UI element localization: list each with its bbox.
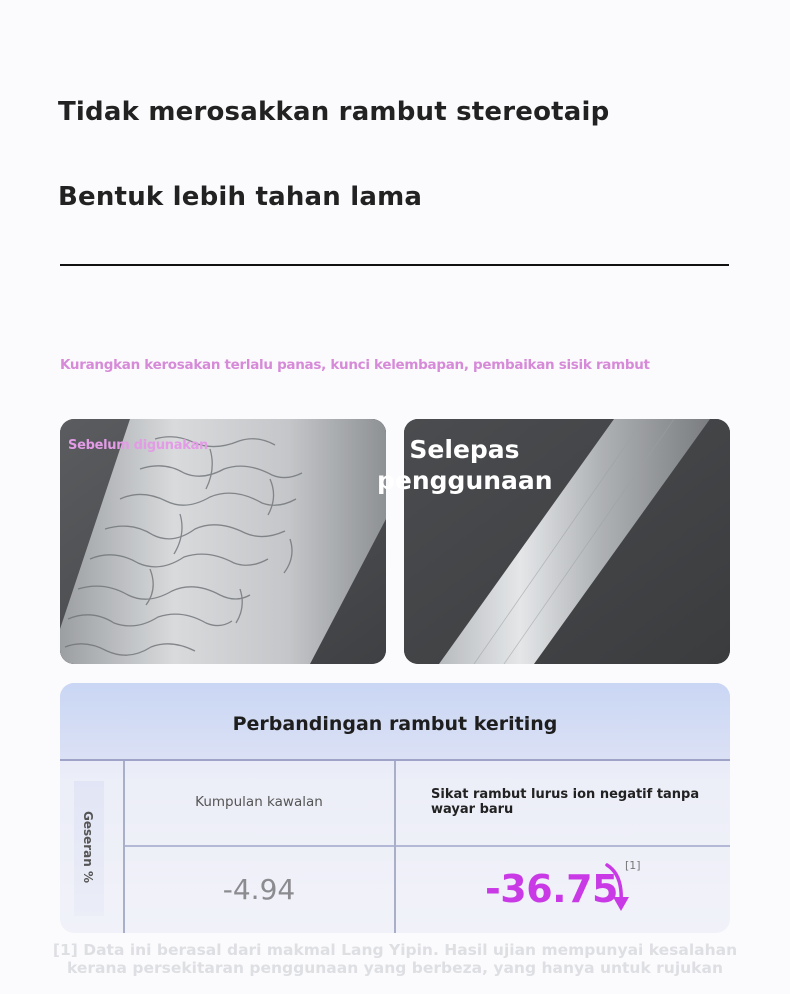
- control-group-header: Kumpulan kawalan: [195, 794, 323, 810]
- footnote-line2: kerana persekitaran penggunaan yang berbeza, yang hanya untuk rujukan: [66, 959, 723, 977]
- benefit-subtitle: Kurangkan kerosakan terlalu panas, kunci kelembapan, pembaikan sisik rambut: [60, 357, 650, 373]
- comparison-card: [60, 683, 730, 933]
- hair-before-image: [60, 419, 386, 664]
- headline-primary: Tidak merosakkan rambut stereotaip: [58, 97, 610, 127]
- headline-secondary: Bentuk lebih tahan lama: [58, 182, 423, 212]
- reference-mark: [1]: [625, 859, 641, 872]
- footnote: [0, 941, 790, 977]
- product-value: -36.75: [485, 867, 618, 911]
- footnote-line1: [1] Data ini berasal dari makmal Lang Yipin. Hasil ujian mempunyai kesalahan: [52, 941, 738, 959]
- table-col-divider-left: [123, 761, 125, 933]
- after-use-label-line2: penggunaan: [377, 466, 553, 495]
- table-col-divider-middle: [394, 761, 396, 933]
- friction-axis-label: Geseran %: [81, 810, 95, 884]
- divider-line: [60, 264, 729, 266]
- comparison-title: Perbandingan rambut keriting: [232, 713, 558, 735]
- after-use-label: [377, 434, 552, 496]
- table-row-divider: [124, 845, 730, 847]
- before-use-label: Sebelum digunakan: [68, 438, 209, 453]
- control-value: -4.94: [222, 873, 296, 906]
- product-header: Sikat rambut lurus ion negatif tanpa wayar baru: [431, 787, 700, 817]
- after-use-label-line1: Selepas: [409, 435, 520, 464]
